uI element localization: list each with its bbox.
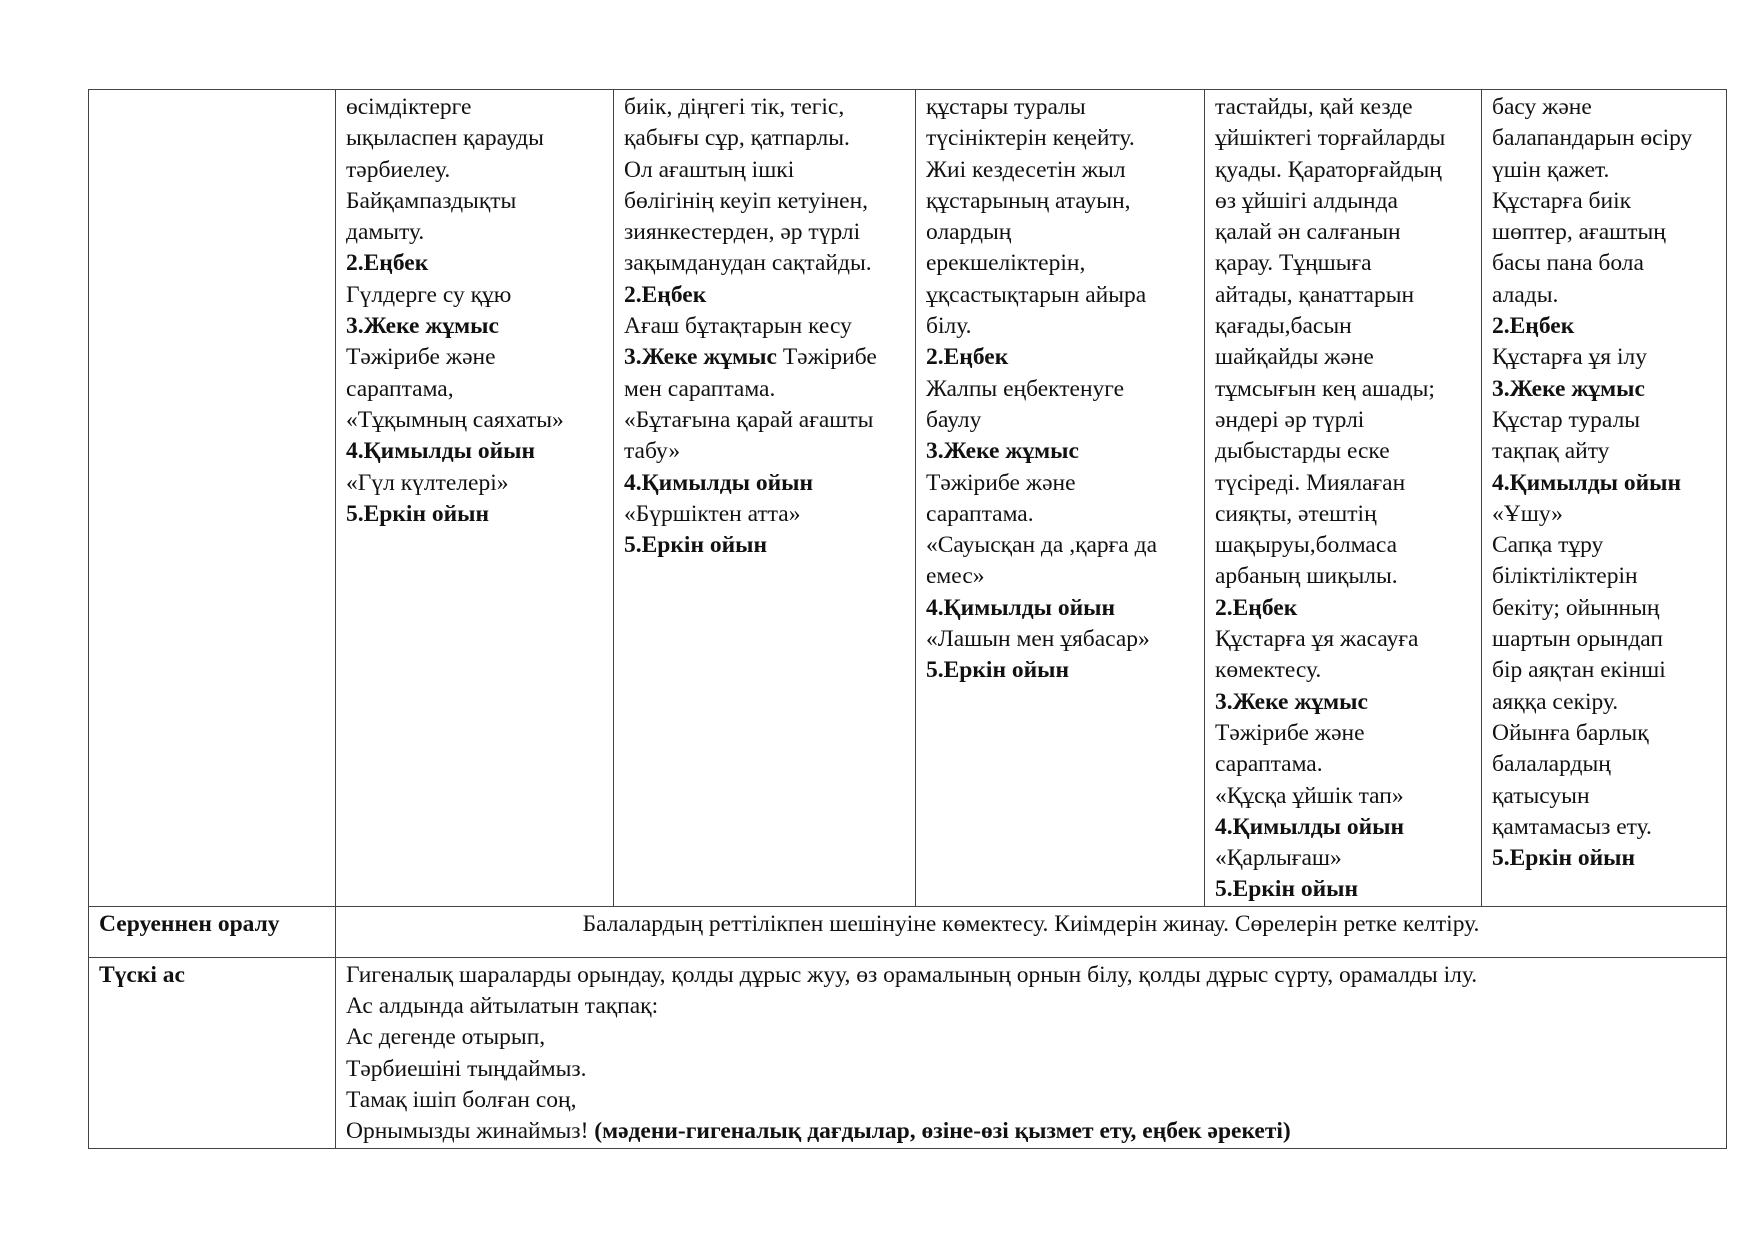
- text-line: [926, 186, 1204, 217]
- line-text: ұйшіктегі торғайларды: [1215, 125, 1446, 152]
- text-line: [1215, 843, 1481, 874]
- text-line: [346, 217, 613, 248]
- line-text: алады.: [1492, 281, 1559, 308]
- line-text: 3.Жеке жұмыс: [1215, 688, 1368, 715]
- line-text: 5.Еркін ойын: [926, 657, 1070, 684]
- text-line: [1492, 217, 1726, 248]
- line-text: сияқты, әтештің: [1215, 500, 1377, 527]
- text-line: [346, 374, 613, 405]
- text-line: [926, 405, 1204, 436]
- text-line: [624, 217, 915, 248]
- text-line: [926, 374, 1204, 405]
- line-text: шартын орындап: [1492, 626, 1663, 653]
- line-text: әндері әр түрлі: [1215, 406, 1365, 433]
- section-heading: [1215, 687, 1481, 718]
- line-text: «Гүл күлтелері»: [346, 469, 509, 496]
- text-line: [1492, 718, 1726, 749]
- text-line: [1492, 248, 1726, 279]
- line-text: дамыту.: [346, 219, 425, 246]
- day-column-4: [1205, 90, 1482, 907]
- line-text: 3.Жеке жұмыс: [926, 438, 1079, 465]
- lunch-text-line: [346, 960, 1726, 991]
- lunch-text-line: [346, 1116, 1726, 1147]
- line-text: Тамақ ішіп болған соң,: [346, 1086, 577, 1113]
- line-text: Тәжірибе және: [926, 469, 1076, 496]
- line-text: «Сауысқан да ,қарға да: [926, 532, 1157, 559]
- text-line: [1215, 217, 1481, 248]
- section-heading: [1492, 468, 1726, 499]
- text-line: [1492, 530, 1726, 561]
- text-line: [624, 248, 915, 279]
- text-line: [1215, 749, 1481, 780]
- text-line: [1215, 718, 1481, 749]
- text-line: [926, 499, 1204, 530]
- line-text: қуады. Қараторғайдың: [1215, 156, 1442, 183]
- text-line: [346, 186, 613, 217]
- text-line: [1492, 186, 1726, 217]
- section-heading: [926, 655, 1204, 686]
- line-text: өсімдіктерге: [346, 94, 472, 120]
- text-line: [1492, 280, 1726, 311]
- line-text: олардың: [926, 219, 1012, 246]
- section-heading: [346, 311, 613, 342]
- line-text: 3.Жеке жұмыс: [346, 313, 499, 340]
- line-text: дыбыстарды еске: [1215, 438, 1390, 465]
- line-text: құстары туралы: [926, 94, 1086, 120]
- line-text: Жалпы еңбектенуге: [926, 375, 1125, 402]
- line-text: қабығы сұр, қатпарлы.: [624, 125, 850, 152]
- line-text: Тәжірибе және: [346, 344, 496, 371]
- day-column-1: [336, 90, 614, 907]
- line-text: Ол ағаштың ішкі: [624, 156, 795, 183]
- text-line: [346, 405, 613, 436]
- day-column-5: [1482, 90, 1727, 907]
- line-text: баулу: [926, 406, 982, 433]
- text-line: [1492, 499, 1726, 530]
- section-heading: [624, 342, 915, 373]
- day-column-2: [614, 90, 916, 907]
- line-text: 3.Жеке жұмыс: [624, 344, 777, 371]
- text-line: [926, 561, 1204, 592]
- line-text: түсініктерін кеңейту.: [926, 125, 1135, 152]
- line-text: қатысуын: [1492, 782, 1590, 809]
- line-text: «Бұтағына қарай ағашты: [624, 406, 874, 433]
- section-heading: [624, 530, 915, 561]
- line-text: мен сараптама.: [624, 375, 776, 402]
- return-row-label: Серуеннен оралу: [89, 906, 336, 957]
- line-text: тұмсығын кең ашады;: [1215, 375, 1435, 402]
- section-heading: [346, 436, 613, 467]
- section-heading: [926, 342, 1204, 373]
- line-text: 4.Қимылды ойын: [1492, 469, 1682, 496]
- line-text: ұқсастықтарын айыра: [926, 281, 1147, 308]
- text-line: [1215, 655, 1481, 686]
- line-text: Жиі кездесетін жыл: [926, 156, 1126, 183]
- day-column-3: [916, 90, 1205, 907]
- text-line: [1215, 155, 1481, 186]
- text-line: [1215, 405, 1481, 436]
- line-text: «Ұшу»: [1492, 500, 1563, 527]
- line-text: қалай ән салғанын: [1215, 219, 1401, 246]
- line-text: «Құсқа ұйшік тап»: [1215, 782, 1404, 809]
- line-text: аяққа секіру.: [1492, 688, 1619, 715]
- line-text: «Тұқымның саяхаты»: [346, 406, 564, 433]
- text-line: [926, 123, 1204, 154]
- line-text-continuation: Тәжірибе: [776, 344, 877, 371]
- text-line: [926, 155, 1204, 186]
- return-from-walk-row: [89, 906, 1727, 957]
- line-text: 5.Еркін ойын: [1215, 876, 1359, 903]
- section-heading: [346, 499, 613, 530]
- lunch-row-label: Түскі ас: [89, 957, 336, 1148]
- line-text: Сапқа тұру: [1492, 532, 1604, 559]
- line-text: Тәжірибе және: [1215, 719, 1365, 746]
- line-text: 4.Қимылды ойын: [624, 469, 814, 496]
- text-line: [1492, 405, 1726, 436]
- line-text: шөптер, ағаштың: [1492, 219, 1666, 246]
- text-line: [1492, 561, 1726, 592]
- line-text: Құстарға ұя жасауға: [1215, 626, 1419, 653]
- lunch-text-line: [346, 991, 1726, 1022]
- line-text: 2.Еңбек: [346, 250, 429, 277]
- line-text: Ас дегенде отырып,: [346, 1024, 546, 1051]
- line-text: 2.Еңбек: [1492, 313, 1575, 340]
- line-text: бөлігінің кеуіп кетуінен,: [624, 187, 869, 214]
- text-line: [1215, 248, 1481, 279]
- text-line: [624, 155, 915, 186]
- text-line: [624, 374, 915, 405]
- text-line: [1215, 624, 1481, 655]
- text-line: [926, 624, 1204, 655]
- section-heading: [1492, 374, 1726, 405]
- line-text: арбаның шиқылы.: [1215, 563, 1398, 590]
- text-line: [1215, 499, 1481, 530]
- text-line: [346, 92, 613, 123]
- section-heading: [1492, 843, 1726, 874]
- line-text: 3.Жеке жұмыс: [1492, 375, 1645, 402]
- line-text: 2.Еңбек: [926, 344, 1009, 371]
- lunch-row-content: [336, 957, 1727, 1148]
- text-line: [624, 405, 915, 436]
- line-text: сараптама,: [346, 375, 454, 402]
- text-line: [624, 311, 915, 342]
- section-heading: [926, 593, 1204, 624]
- text-line: [1215, 468, 1481, 499]
- text-line: [1215, 436, 1481, 467]
- section-heading: [926, 436, 1204, 467]
- section-heading: [346, 248, 613, 279]
- text-line: [624, 436, 915, 467]
- line-text: «Қарлығаш»: [1215, 845, 1342, 872]
- text-line: [1215, 374, 1481, 405]
- text-line: [1215, 342, 1481, 373]
- line-text: 4.Қимылды ойын: [346, 438, 536, 465]
- line-text: Ағаш бұтақтарын кесу: [624, 313, 852, 340]
- line-text: ерекшеліктерін,: [926, 250, 1086, 277]
- line-text: балалардың: [1492, 751, 1611, 778]
- line-text: көмектесу.: [1215, 657, 1322, 684]
- line-text: 4.Қимылды ойын: [1215, 813, 1405, 840]
- text-line: [1492, 655, 1726, 686]
- text-line: [1492, 123, 1726, 154]
- line-text: 2.Еңбек: [1215, 594, 1298, 621]
- line-text: табу»: [624, 438, 681, 465]
- line-text: өз ұйшігі алдында: [1215, 187, 1398, 214]
- text-line: [1215, 92, 1481, 123]
- line-text: «Лашын мен ұябасар»: [926, 626, 1150, 653]
- line-text: үшін қажет.: [1492, 156, 1610, 183]
- section-heading: [1215, 593, 1481, 624]
- text-line: [1492, 436, 1726, 467]
- line-text: 5.Еркін ойын: [624, 532, 768, 559]
- text-line: [926, 468, 1204, 499]
- text-line: [1215, 123, 1481, 154]
- line-text: тәрбиелеу.: [346, 156, 451, 183]
- lunch-row: [89, 957, 1727, 1148]
- line-text: Құстарға биік: [1492, 187, 1632, 214]
- section-heading: [1215, 812, 1481, 843]
- text-line: [1492, 749, 1726, 780]
- text-line: [624, 499, 915, 530]
- line-text: біліктіліктерін: [1492, 563, 1638, 590]
- text-line: [1215, 530, 1481, 561]
- text-line: [1215, 186, 1481, 217]
- text-line: [1492, 593, 1726, 624]
- line-text: айтады, қанаттарын: [1215, 281, 1415, 308]
- text-line: [1492, 92, 1726, 123]
- line-text: шақыруы,болмаса: [1215, 532, 1397, 559]
- line-text: тақпақ айту: [1492, 438, 1610, 465]
- text-line: [926, 280, 1204, 311]
- text-line: [1492, 687, 1726, 718]
- daily-plan-table: [88, 89, 1727, 1149]
- text-line: [926, 248, 1204, 279]
- skills-note: (мәдени-гигеналық дағдылар, өзіне-өзі қызмет ету, еңбек әрекеті): [594, 1118, 1291, 1145]
- text-line: [1215, 781, 1481, 812]
- text-line: [926, 311, 1204, 342]
- text-line: [624, 123, 915, 154]
- line-text: қамтамасыз ету.: [1492, 813, 1652, 840]
- line-text: шайқайды және: [1215, 344, 1374, 371]
- line-text: биік, діңгегі тік, тегіс,: [624, 94, 845, 120]
- line-text: ықыласпен қарауды: [346, 125, 544, 152]
- line-text: бір аяқтан екінші: [1492, 657, 1666, 684]
- text-line: [346, 342, 613, 373]
- line-text: Байқампаздықты: [346, 187, 517, 214]
- line-text: Құстар туралы: [1492, 406, 1641, 433]
- lunch-text-line: [346, 1085, 1726, 1116]
- text-line: [1215, 280, 1481, 311]
- text-line: [1492, 781, 1726, 812]
- text-line: [346, 280, 613, 311]
- line-text: сараптама.: [926, 500, 1034, 527]
- line-text: басу және: [1492, 94, 1592, 120]
- line-text: бекіту; ойынның: [1492, 594, 1660, 621]
- line-text: зиянкестерден, әр түрлі: [624, 219, 861, 246]
- text-line: [346, 123, 613, 154]
- text-line: [926, 217, 1204, 248]
- return-row-text: Балалардың реттілікпен шешінуіне көмектесу. Киімдерін жинау. Сөрелерін ретке келтіру.: [336, 906, 1727, 957]
- lunch-text-line: [346, 1054, 1726, 1085]
- line-text: зақымданудан сақтайды.: [624, 250, 872, 277]
- text-line: [926, 92, 1204, 123]
- text-line: [1492, 342, 1726, 373]
- line-text: 2.Еңбек: [624, 281, 707, 308]
- section-heading: [624, 468, 915, 499]
- line-text: емес»: [926, 563, 985, 590]
- line-text: құстарының атауын,: [926, 187, 1131, 214]
- line-text: қарау. Тұңшыға: [1215, 250, 1372, 277]
- text-line: [926, 530, 1204, 561]
- line-text: Құстарға ұя ілу: [1492, 344, 1647, 371]
- text-line: [1492, 812, 1726, 843]
- line-text: басы пана бола: [1492, 250, 1644, 277]
- line-text: сараптама.: [1215, 751, 1323, 778]
- text-line: [346, 155, 613, 186]
- line-text: білу.: [926, 313, 972, 340]
- line-text: 5.Еркін ойын: [346, 500, 490, 527]
- text-line: [624, 186, 915, 217]
- section-heading: [1492, 311, 1726, 342]
- line-text: тастайды, қай кезде: [1215, 94, 1413, 120]
- line-text: балапандарын өсіру: [1492, 125, 1693, 152]
- text-line: [1215, 561, 1481, 592]
- line-text: Ас алдында айтылатын тақпақ:: [346, 993, 659, 1020]
- line-text: Гүлдерге су құю: [346, 281, 512, 308]
- text-line: [1492, 624, 1726, 655]
- line-text: түсіреді. Миялаған: [1215, 469, 1406, 496]
- line-text: қағады,басын: [1215, 313, 1352, 340]
- line-text: Гигеналық шараларды орындау, қолды дұрыс жуу, өз орамалының орнын білу, қолды дұрыс сүрту, орамалды ілу.: [346, 961, 1478, 988]
- line-text: Орнымызды жинаймыз!: [346, 1118, 595, 1145]
- section-heading: [624, 280, 915, 311]
- line-text: 5.Еркін ойын: [1492, 845, 1636, 872]
- line-text: «Бүршіктен атта»: [624, 500, 801, 527]
- section-heading: [1215, 874, 1481, 905]
- line-text: 4.Қимылды ойын: [926, 594, 1116, 621]
- text-line: [1215, 311, 1481, 342]
- text-line: [624, 92, 915, 123]
- text-line: [1492, 155, 1726, 186]
- row-label-cell-empty: [89, 90, 336, 907]
- text-line: [346, 468, 613, 499]
- line-text: Ойынға барлық: [1492, 719, 1649, 746]
- lunch-text-line: [346, 1022, 1726, 1053]
- line-text: Тәрбиешіні тыңдаймыз.: [346, 1055, 587, 1082]
- walk-activities-row: [89, 90, 1727, 907]
